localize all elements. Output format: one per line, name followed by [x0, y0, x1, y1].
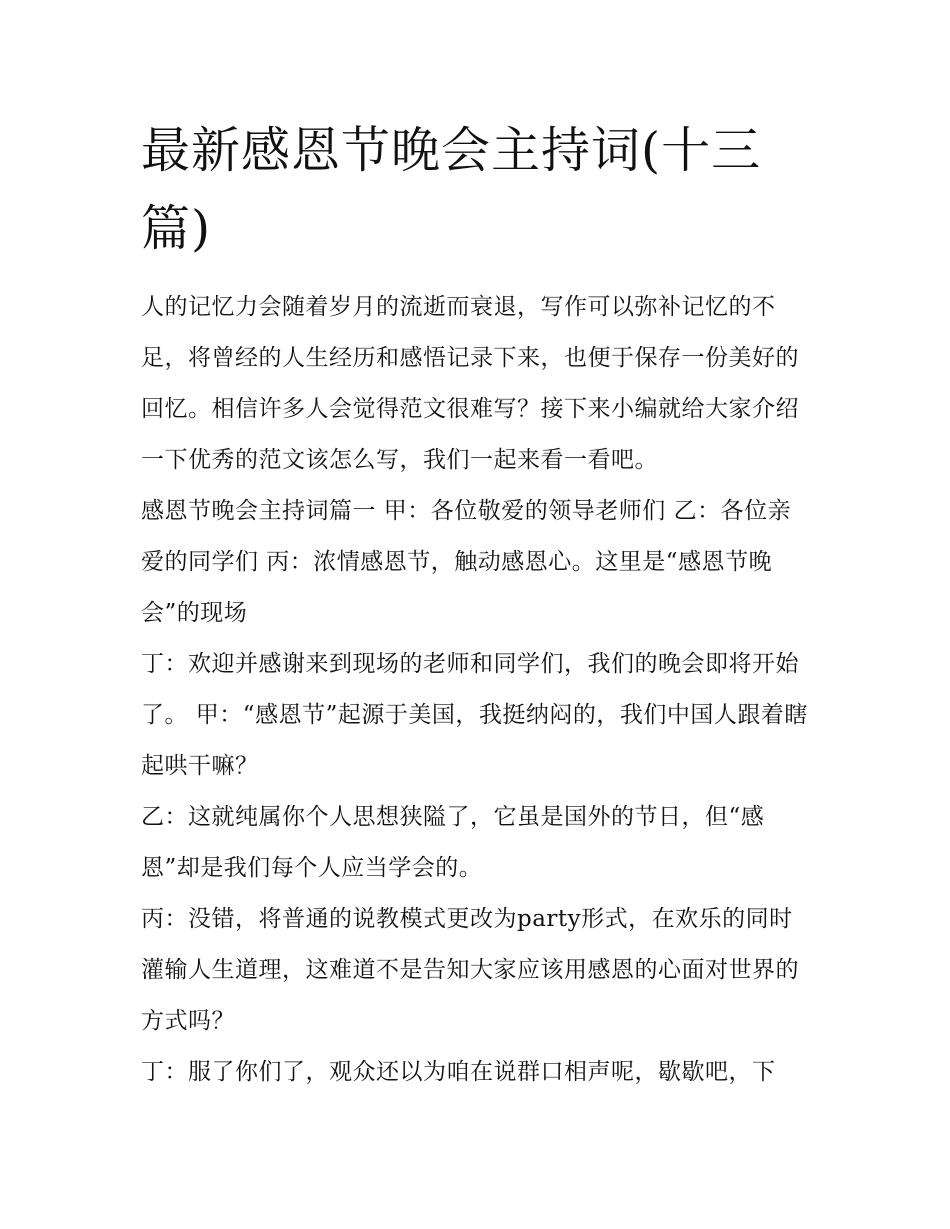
body-paragraph: 丁：服了你们了，观众还以为咱在说群口相声呢，歇歇吧，下	[141, 1059, 776, 1085]
document-title: 最新感恩节晚会主持词(十三篇)	[141, 122, 762, 257]
body-paragraph: 丁：欢迎并感谢来到现场的老师和同学们，我们的晚会即将开始了。 甲：“感恩节”起源于美国，我挺纳闷的，我们中国人跟着瞎起哄干嘛？	[141, 651, 808, 779]
body-paragraph: 感恩节晚会主持词篇一 甲：各位敬爱的领导老师们 乙：各位亲爱的同学们 丙：浓情感恩节，触动感恩心。这里是“感恩节晚会”的现场	[141, 498, 792, 626]
document-page	[141, 112, 813, 1098]
body-paragraph: 丙：没错，将普通的说教模式更改为party形式，在欢乐的同时灌输人生道理，这难道不是告知大家应该用感恩的心面对世界的方式吗？	[141, 906, 799, 1034]
intro-paragraph: 人的记忆力会随着岁月的流逝而衰退，写作可以弥补记忆的不足，将曾经的人生经历和感悟记录下来，也便于保存一份美好的回忆。相信许多人会觉得范文很难写？接下来小编就给大家介绍一下优秀的范文该怎么写，我们一起来看一看吧。	[141, 294, 799, 473]
body-paragraph: 乙：这就纯属你个人思想狭隘了，它虽是国外的节日，但“感恩”却是我们每个人应当学会的。	[141, 804, 765, 881]
